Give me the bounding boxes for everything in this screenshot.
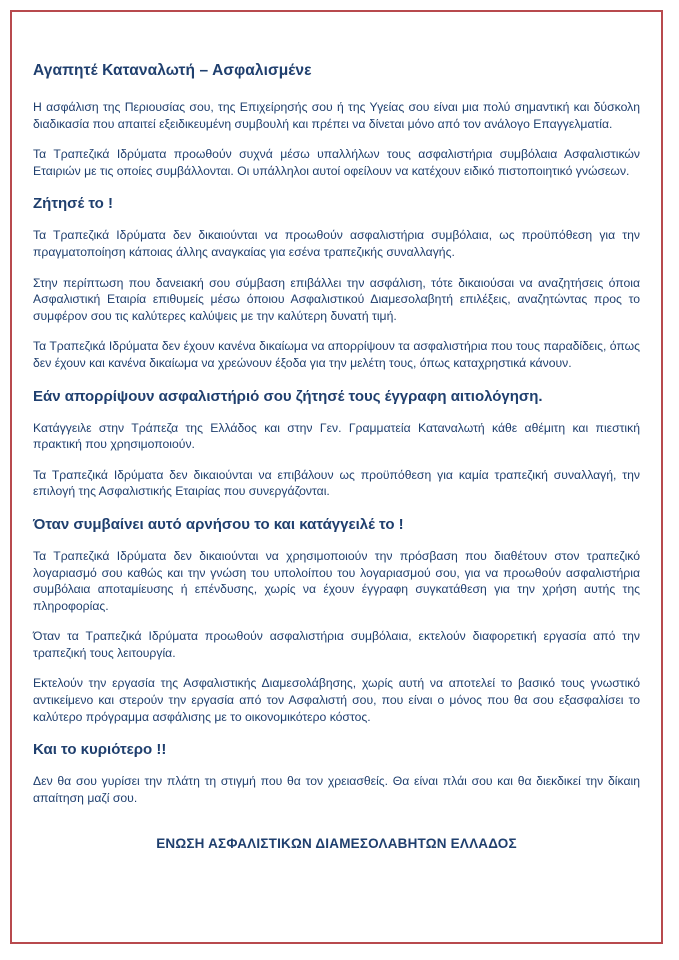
footer-organization-name: ΕΝΩΣΗ ΑΣΦΑΛΙΣΤΙΚΩΝ ΔΙΑΜΕΣΟΛΑΒΗΤΩΝ ΕΛΛΑΔΟΣ [156,836,517,852]
document-title: Αγαπητέ Καταναλωτή – Ασφαλισμένε [33,62,312,79]
paragraph-intermediation: Εκτελούν την εργασία της Ασφαλιστικής Διαμεσολάβησης, χωρίς αυτή να αποτελεί το βασικό τους γνωστικό αντικείμενο και στερούν την εργασία από τον Ασφαλιστή σου, που είναι ο μόνος που θα σου εξασφαλίσει το καλύτερο πρόγραμμα ασφάλισης με το οικονομικότερο κόστος. [33,676,640,724]
heading-most-important: Και το κυριότερο !! [33,741,167,759]
paragraph-by-your-side: Δεν θα σου γυρίσει την πλάτη τη στιγμή που θα τον χρειασθείς. Θα είναι πλάι σου και θα διεκδικεί την δίκαιη απαίτηση μαζί σου. [33,774,640,805]
paragraph-no-imposed-insurer: Τα Τραπεζικά Ιδρύματα δεν δικαιούνται να επιβάλουν ως προϋπόθεση για καμία τραπεζική συναλλαγή, την επιλογή της Ασφαλιστικής Εταιρίας που συνεργάζονται. [33,467,640,499]
paragraph-account-access: Τα Τραπεζικά Ιδρύματα δεν δικαιούνται να χρησιμοποιούν την πρόσβαση που διαθέτουν στον τραπεζικό λογαριασμό σου καθώς και την γνώση του υπολοίπου του λογαριασμού σου, για να προωθούν ασφαλιστήρια συμβόλαια αποταμίευσης ή επένδυσης, χωρίς να έχουν έγγραφη συγκατάθεση για την χρήση αυτής της πληροφορίας. [33,548,640,613]
heading-ask-written-justification: Εάν απορρίψουν ασφαλιστήριό σου ζήτησέ τους έγγραφη αιτιολόγηση. [33,387,543,405]
paragraph-loan-insurance: Στην περίπτωση που δανειακή σου σύμβαση επιβάλλει την ασφάλιση, τότε δικαιούσαι να αναζητήσεις όποια Ασφαλιστική Εταιρία επιθυμείς μέσω όποιου Ασφαλιστικού Διαμεσολαβητή επιλέξεις, αναζητώντας προς το συμφέρον σου τις καλύτερες καλύψεις με την καλύτερη δυνατή τιμή. [33,275,640,323]
paragraph-different-work: Όταν τα Τραπεζικά Ιδρύματα προωθούν ασφαλιστήρια συμβόλαια, εκτελούν διαφορετική εργασία από την τραπεζική τους λειτουργία. [33,629,640,660]
paragraph-no-condition: Τα Τραπεζικά Ιδρύματα δεν δικαιούνται να προωθούν ασφαλιστήρια συμβόλαια, ως προϋπόθεση για την πραγματοποίηση κάποιας άλλης αναγκαίας για εσένα τραπεζικής συναλλαγής. [33,228,640,259]
paragraph-report-practices: Κατάγγειλε στην Τράπεζα της Ελλάδος και στην Γεν. Γραμματεία Καταναλωτή κάθε αθέμιτη και πιεστική πρακτική που χρησιμοποιούν. [33,420,640,452]
paragraph-bank-employees: Τα Τραπεζικά Ιδρύματα προωθούν συχνά μέσω υπαλλήλων τους ασφαλιστήρια συμβόλαια Ασφαλιστικών Εταιριών με τις οποίες συμβάλλονται. Οι υπάλληλοι αυτοί οφείλουν να κατέχουν ειδικό πιστοποιητικό γνώσεων. [33,147,640,178]
paragraph-intro: Η ασφάλιση της Περιουσίας σου, της Επιχείρησής σου ή της Υγείας σου είναι μια πολύ σημαντική και δύσκολη διαδικασία που απαιτεί εξειδικευμένη συμβουλή και πρέπει να δίνεται μόνο από τον ανάλογο Επαγγελματία. [33,100,640,131]
heading-refuse-and-report: Όταν συμβαίνει αυτό αρνήσου το και κατάγγειλέ το ! [33,515,404,533]
document-body [33,62,640,852]
paragraph-no-rejection-right: Τα Τραπεζικά Ιδρύματα δεν έχουν κανένα δικαίωμα να απορρίψουν τα ασφαλιστήρια που τους παραδίδεις, όπως δεν έχουν και κανένα δικαίωμα να χρεώνουν έξοδα για την μελέτη τους, όπως καταχρηστικά κάνουν. [33,339,640,370]
heading-ask-for-it: Ζήτησέ το ! [33,195,113,213]
